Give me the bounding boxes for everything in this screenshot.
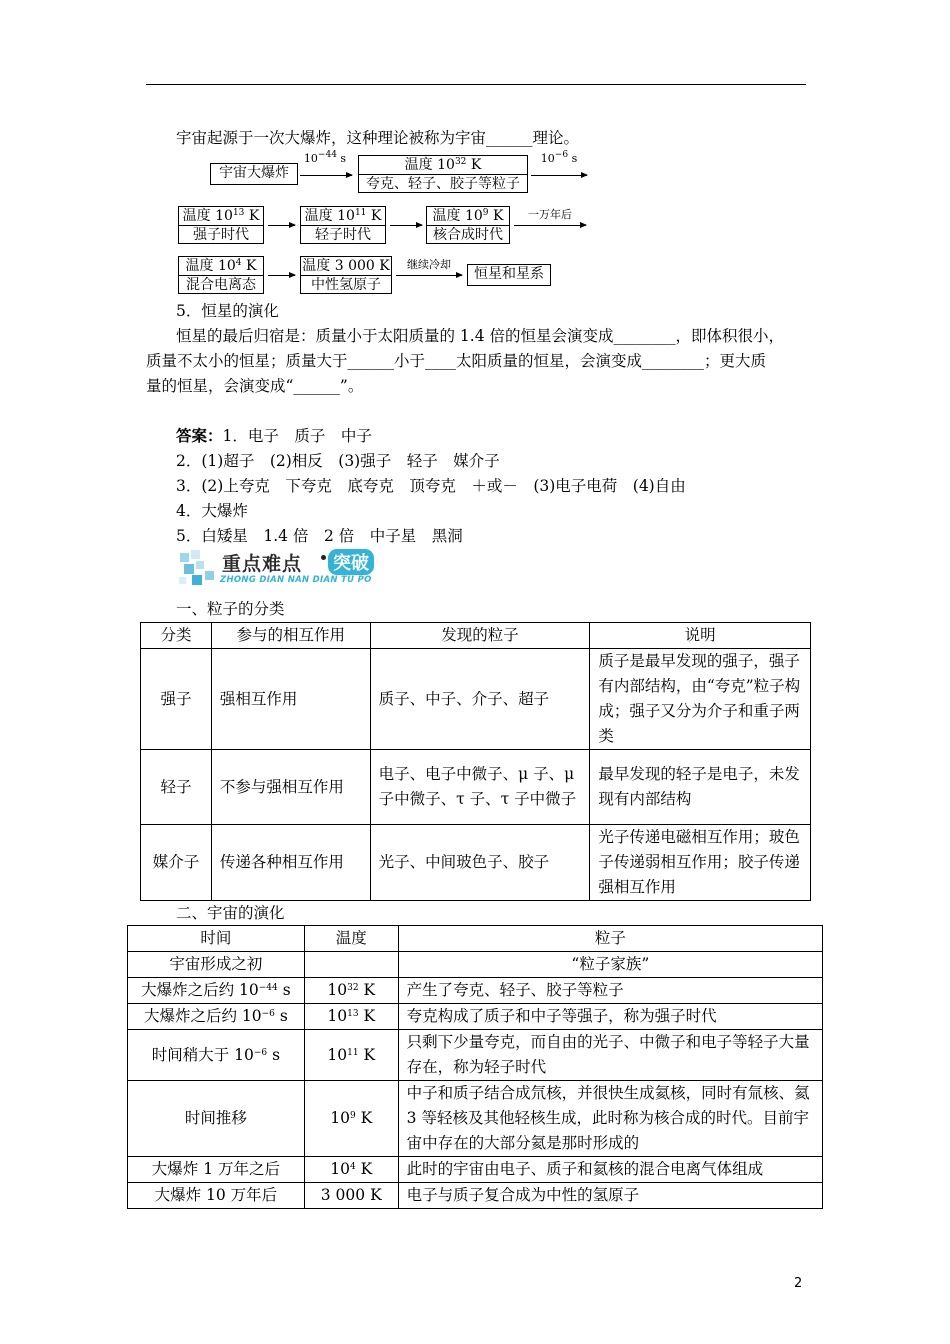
table-cell: 质子、中子、介子、超子 <box>370 649 590 750</box>
table-cell: 3 000 K <box>304 1183 398 1209</box>
flow-node-neutral-hydrogen: 温度 3 000 K 中性氢原子 <box>300 256 392 294</box>
table-cell: 时间推移 <box>128 1081 305 1157</box>
cubes-logo-icon <box>178 549 220 589</box>
table-cell: 光子传递电磁相互作用；玻色子传递弱相互作用；胶子传递强相互作用 <box>590 825 811 901</box>
table-cell: $10^{11}$ K <box>304 1030 398 1081</box>
section5-paragraph-line2: 质量不太小的恒星；质量大于______小于____太阳质量的恒星，会演变成________；更大质 <box>146 352 767 370</box>
table-row <box>128 1030 823 1081</box>
flow-arrow-label-1: $10^{-44}$ s <box>303 150 347 165</box>
banner-subtitle: ZHONG DIAN NAN DIAN TU PO <box>220 575 372 585</box>
section5-title: 5．恒星的演化 <box>176 302 279 320</box>
answer-label: 答案： <box>176 426 223 445</box>
table-cell: 最早发现的轻子是电子，未发现有内部结构 <box>590 750 811 825</box>
flow-arrow-6 <box>268 275 295 276</box>
table-cell: 强相互作用 <box>211 649 370 750</box>
table-row <box>128 952 823 978</box>
table2-heading: 二、宇宙的演化 <box>176 904 285 922</box>
table-header-cell: 分类 <box>141 623 212 649</box>
banner-title: 重点难点 <box>222 553 303 575</box>
flow-node-ionized-state: 温度 $10^4$ K 混合电离态 <box>178 256 264 294</box>
particle-classification-table <box>140 622 811 901</box>
banner-dot <box>321 555 326 560</box>
flow-arrow-label-4: 继续冷却 <box>407 258 451 271</box>
table-cell: 产生了夸克、轻子、胶子等粒子 <box>398 978 822 1004</box>
table-cell: 质子是最早发现的强子，强子有内部结构，由“夸克”粒子构成；强子又分为介子和重子两类 <box>590 649 811 750</box>
page-number: 2 <box>794 1276 803 1291</box>
table-cell: 大爆炸 10 万年后 <box>128 1183 305 1209</box>
flow-arrow-7 <box>396 275 462 276</box>
table-cell: 媒介子 <box>141 825 212 901</box>
section-banner <box>178 547 398 593</box>
table-cell: 中子和质子结合成氘核，并很快生成氦核，同时有氚核、氦 3 等轻核及其他轻核生成，此时称为核合成的时代。目前宇宙中存在的大部分氦是那时形成的 <box>398 1081 822 1157</box>
flow-arrow-4 <box>390 225 422 226</box>
table-cell: 电子、电子中微子、μ 子、μ 子中微子、τ 子、τ 子中微子 <box>370 750 590 825</box>
table-cell: 时间稍大于 $10^{-6}$ s <box>128 1030 305 1081</box>
section5-paragraph-line3: 量的恒星，会演变成“______”。 <box>146 377 364 395</box>
table-row <box>128 1004 823 1030</box>
flow-node-nucleosynthesis-era: 温度 $10^9$ K 核合成时代 <box>426 206 510 244</box>
flow-node-lepton-era: 温度 $10^{11}$ K 轻子时代 <box>300 206 386 244</box>
table-cell: 宇宙形成之初 <box>128 952 305 978</box>
table-cell: 轻子 <box>141 750 212 825</box>
answer-line-1: 答案：1．电子 质子 中子 <box>176 426 372 445</box>
table-cell: $10^{13}$ K <box>304 1004 398 1030</box>
table-cell: 大爆炸之后约 $10^{-44}$ s <box>128 978 305 1004</box>
table-cell: 光子、中间玻色子、胶子 <box>370 825 590 901</box>
table-row <box>128 978 823 1004</box>
table-cell: 夸克构成了质子和中子等强子，称为强子时代 <box>398 1004 822 1030</box>
table-row <box>128 1081 823 1157</box>
table-row <box>128 1157 823 1183</box>
table-header-cell: 发现的粒子 <box>370 623 590 649</box>
intro-line: 宇宙起源于一次大爆炸，这种理论被称为宇宙______理论。 <box>176 129 580 147</box>
table-header-cell: 温度 <box>304 926 398 952</box>
table-cell: 强子 <box>141 649 212 750</box>
table-row <box>141 649 811 750</box>
table-header-row <box>128 926 823 952</box>
flow-arrow-1 <box>300 175 352 176</box>
table-cell <box>304 952 398 978</box>
table-row <box>141 825 811 901</box>
flow-arrow-5 <box>514 225 586 226</box>
flow-node-10-32K: 温度 $10^{32}$ K 夸克、轻子、胶子等粒子 <box>358 155 528 193</box>
answer-line-2: 2．(1)超子 (2)相反 (3)强子 轻子 媒介子 <box>176 452 500 470</box>
table-cell: “粒子家族” <box>398 952 822 978</box>
section5-paragraph-line1: 恒星的最后归宿是：质量小于太阳质量的 1.4 倍的恒星会演变成________，即体积很小， <box>176 327 785 345</box>
table-row <box>128 1183 823 1209</box>
banner-highlight: 突破 <box>328 549 374 575</box>
answer-line-3: 3．(2)上夸克 下夸克 底夸克 顶夸克 ＋或－ (3)电子电荷 (4)自由 <box>176 477 686 495</box>
table-row <box>141 750 811 825</box>
flow-arrow-3 <box>268 225 295 226</box>
universe-evolution-table <box>127 925 823 1209</box>
table-header-row <box>141 623 811 649</box>
table-cell: 大爆炸之后约 $10^{-6}$ s <box>128 1004 305 1030</box>
table-cell: $10^9$ K <box>304 1081 398 1157</box>
answer-line-5: 5．白矮星 1.4 倍 2 倍 中子星 黑洞 <box>176 527 463 545</box>
table-cell: 只剩下少量夸克，而自由的光子、中微子和电子等轻子大量存在，称为轻子时代 <box>398 1030 822 1081</box>
header-rule <box>146 84 806 85</box>
flow-node-big-bang: 宇宙大爆炸 <box>210 163 298 185</box>
table-header-cell: 时间 <box>128 926 305 952</box>
table-cell: $10^{32}$ K <box>304 978 398 1004</box>
table-cell: 不参与强相互作用 <box>211 750 370 825</box>
flow-arrow-2 <box>531 175 587 176</box>
table-header-cell: 参与的相互作用 <box>211 623 370 649</box>
table1-heading: 一、粒子的分类 <box>176 600 285 618</box>
flow-arrow-label-2: $10^{-6}$ s <box>540 150 578 165</box>
table-cell: $10^4$ K <box>304 1157 398 1183</box>
table-cell: 大爆炸 1 万年之后 <box>128 1157 305 1183</box>
table-cell: 电子与质子复合成为中性的氢原子 <box>398 1183 822 1209</box>
table-header-cell: 粒子 <box>398 926 822 952</box>
flow-arrow-label-3: 一万年后 <box>528 208 572 221</box>
flow-node-hadron-era: 温度 $10^{13}$ K 强子时代 <box>178 206 264 244</box>
flow-node-stars-galaxies: 恒星和星系 <box>467 264 551 286</box>
table-header-cell: 说明 <box>590 623 811 649</box>
answer-line-4: 4．大爆炸 <box>176 502 248 520</box>
table-cell: 此时的宇宙由电子、质子和氦核的混合电离气体组成 <box>398 1157 822 1183</box>
table-cell: 传递各种相互作用 <box>211 825 370 901</box>
